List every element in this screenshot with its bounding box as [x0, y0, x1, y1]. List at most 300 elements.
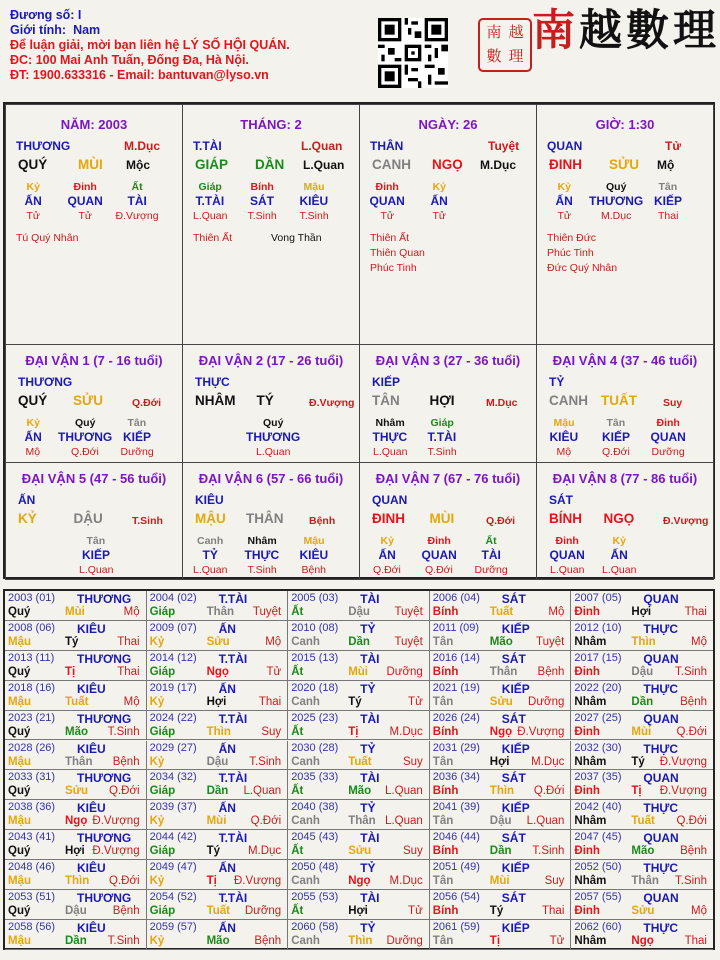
tang-can-than: ẤN — [24, 194, 42, 208]
year-label: 2030 (28) — [291, 741, 339, 754]
year-cell — [5, 741, 147, 771]
pillar-title: NĂM: 2003 — [60, 117, 128, 132]
tang-can: Tân — [86, 535, 106, 547]
thap-than: QUAN — [643, 592, 679, 606]
year-label: 2045 (43) — [291, 831, 339, 844]
tang-can: Ất — [131, 181, 143, 193]
annual-luck-table — [3, 589, 715, 950]
thap-than: THỰC — [643, 681, 679, 696]
thap-than: KIẾP — [501, 741, 530, 756]
tang-can-sinh: Q.Đới — [71, 446, 99, 458]
year-label: 2010 (08) — [291, 621, 339, 634]
year-cell — [288, 860, 430, 890]
year-sinh: Mộ — [548, 606, 565, 618]
than-sat-item: Phúc Tinh — [370, 262, 417, 274]
year-sinh: M.Dục — [389, 725, 423, 738]
year-chi: Ngọ — [65, 815, 88, 828]
year-chi: Dần — [348, 635, 370, 648]
year-sinh: T.Sinh — [249, 755, 282, 768]
thien-can: MẬU — [195, 511, 226, 526]
tang-can: Đinh — [427, 535, 451, 547]
dia-chi: NGỌ — [432, 157, 463, 172]
year-can: Canh — [291, 635, 320, 648]
year-cell — [430, 830, 572, 860]
tang-can-sinh: M.Dục — [601, 210, 632, 222]
year-can: Giáp — [149, 905, 176, 917]
year-cell — [288, 621, 430, 651]
than-sat-item: Phúc Tinh — [547, 247, 594, 259]
year-can: Nhâm — [574, 875, 607, 888]
year-cell — [571, 741, 713, 771]
tang-can-sinh: L.Quan — [256, 446, 291, 458]
tang-can-than: KIÊU — [299, 194, 329, 208]
tang-can-sinh: T.Sinh — [299, 210, 329, 222]
year-chi: Thân — [206, 606, 235, 618]
year-chi: Tị — [348, 725, 359, 738]
year-can: Giáp — [149, 725, 176, 738]
nap-am: M.Dục — [480, 158, 516, 172]
year-chi: Tị — [631, 785, 642, 798]
thap-than: TÀI — [360, 711, 380, 726]
year-sinh: Mộ — [265, 635, 282, 648]
year-sinh: Bệnh — [680, 695, 707, 708]
truong-sinh: T.Sinh — [132, 515, 163, 527]
year-cell — [288, 920, 430, 950]
year-label: 2023 (21) — [8, 711, 56, 724]
qr-code-icon[interactable] — [378, 18, 448, 88]
dai-van-title: ĐẠI VẬN 3 (27 - 36 tuổi) — [375, 353, 521, 368]
year-label: 2016 (14) — [432, 651, 480, 664]
year-cell — [288, 711, 430, 741]
year-chi: Mùi — [65, 606, 85, 618]
tang-can-sinh: L.Quan — [550, 564, 585, 576]
year-chi: Thân — [348, 815, 376, 828]
year-cell — [5, 681, 147, 711]
year-can: Quý — [8, 725, 31, 738]
year-sinh: Thai — [542, 905, 565, 917]
year-chi: Tuất — [65, 695, 89, 708]
thap-than: TỶ — [360, 801, 376, 816]
tang-can-than: KIÊU — [549, 430, 579, 444]
tang-can-sinh: Q.Đới — [373, 564, 401, 576]
year-label: 2055 (53) — [291, 891, 339, 903]
year-label: 2050 (48) — [291, 861, 339, 874]
thien-can: TÂN — [372, 393, 400, 408]
year-chi: Mão — [348, 785, 372, 798]
truong-sinh: M.Dục — [486, 397, 518, 409]
year-cell — [5, 890, 147, 920]
year-label: 2003 (01) — [8, 592, 56, 604]
thien-can: ĐINH — [549, 157, 582, 172]
thap-than: TÀI — [360, 771, 380, 786]
year-cell — [571, 591, 713, 621]
year-cell — [5, 651, 147, 681]
year-chi: Dần — [65, 934, 87, 947]
year-can: Canh — [291, 875, 320, 888]
year-cell — [147, 890, 289, 920]
thap-than: SÁT — [549, 493, 573, 507]
thap-than: THỰC — [643, 621, 679, 636]
dia-chi: HỢI — [429, 393, 455, 408]
year-sinh: Q.Đới — [109, 785, 140, 798]
year-label: 2011 (09) — [432, 621, 480, 634]
thap-than: TỶ — [360, 861, 376, 876]
tang-can: Nhâm — [375, 417, 405, 429]
tang-can: Giáp — [430, 417, 454, 429]
dai-van-title: ĐẠI VẬN 7 (67 - 76 tuổi) — [375, 471, 521, 486]
year-sinh: Suy — [261, 725, 282, 738]
tang-can-sinh: Tử — [26, 210, 40, 222]
year-chi: Hợi — [348, 905, 368, 917]
year-can: Bính — [432, 785, 459, 798]
year-chi: Dần — [206, 785, 229, 798]
year-chi: Mùi — [206, 815, 227, 828]
year-chi: Tuất — [206, 905, 231, 917]
tang-can: Mậu — [303, 181, 325, 193]
year-sinh: Mộ — [123, 695, 140, 708]
year-label: 2044 (42) — [149, 831, 197, 844]
year-chi: Sửu — [65, 785, 89, 798]
year-label: 2026 (24) — [432, 711, 480, 724]
year-can: Giáp — [149, 785, 176, 798]
tang-can-than: KIẾP — [123, 430, 152, 444]
year-label: 2033 (31) — [8, 771, 56, 784]
truong-sinh: Q.Đới — [132, 397, 162, 409]
tang-can-sinh: T.Sinh — [427, 446, 457, 458]
year-can: Bính — [432, 905, 459, 917]
year-cell — [430, 770, 572, 800]
year-cell — [430, 651, 572, 681]
thap-than: THỰC — [643, 920, 679, 935]
thap-than: TỶ — [360, 621, 376, 636]
pillar-2 — [182, 104, 360, 345]
year-sinh: Tử — [408, 695, 423, 708]
year-chi: Mão — [206, 934, 230, 947]
year-cell — [147, 651, 289, 681]
year-sinh: M.Dục — [247, 845, 282, 858]
year-label: 2004 (02) — [149, 592, 197, 604]
tang-can-than: T.TÀI — [427, 430, 457, 444]
nap-am: Mộ — [657, 158, 675, 172]
year-chi: Mão — [489, 635, 513, 648]
year-cell — [571, 920, 713, 950]
year-chi: Ngọ — [631, 934, 654, 947]
year-label: 2052 (50) — [574, 861, 622, 874]
year-chi: Hợi — [206, 695, 227, 708]
thap-than: QUAN — [643, 711, 679, 726]
tang-can-sinh: L.Quan — [193, 210, 228, 222]
tang-can-sinh: Dưỡng — [120, 446, 154, 458]
year-label: 2036 (34) — [432, 771, 480, 784]
year-can: Nhâm — [574, 755, 607, 768]
year-label: 2005 (03) — [291, 592, 339, 604]
thap-than: T.TÀI — [218, 711, 248, 726]
year-chi: Thìn — [348, 934, 373, 947]
pillar-4 — [536, 104, 714, 345]
year-can: Mậu — [8, 755, 31, 768]
thien-can: GIÁP — [195, 157, 229, 172]
year-label: 2035 (33) — [291, 771, 339, 784]
year-can: Tân — [432, 875, 454, 888]
year-can: Tân — [432, 695, 454, 708]
year-sinh: Suy — [544, 875, 565, 888]
dai-van-title: ĐẠI VẬN 5 (47 - 56 tuổi) — [21, 471, 167, 486]
thien-can: QUÝ — [18, 393, 48, 408]
thap-than: ẤN — [218, 741, 236, 756]
year-chi: Thìn — [65, 875, 90, 888]
thap-than: T.TÀI — [218, 771, 248, 786]
tang-can: Quý — [75, 417, 96, 429]
thap-than: ẤN — [218, 920, 236, 935]
dai-van-6 — [182, 462, 360, 580]
year-can: Giáp — [149, 845, 176, 858]
year-can: Ất — [291, 725, 304, 738]
tang-can: Tân — [606, 417, 626, 429]
year-label: 2061 (59) — [432, 920, 480, 933]
tang-can-than: ẤN — [378, 548, 396, 562]
year-chi: Thìn — [489, 785, 515, 798]
thap-than: T.TÀI — [218, 831, 248, 846]
year-can: Kỷ — [149, 755, 165, 768]
thap-than: THƯƠNG — [77, 771, 132, 786]
than-sat-item: Đức Quý Nhân — [547, 262, 618, 274]
year-can: Canh — [291, 815, 320, 828]
year-chi: Tuất — [348, 755, 372, 768]
than-sat-item: Thiên Đức — [547, 232, 597, 244]
tang-can-than: QUAN — [421, 548, 457, 562]
year-cell — [147, 591, 289, 621]
dai-van-8 — [536, 462, 714, 580]
tang-can-sinh: Mộ — [556, 446, 572, 458]
year-can: Tân — [432, 755, 454, 768]
thap-than: KIẾP — [501, 801, 530, 816]
thap-than: KIẾP — [501, 621, 530, 636]
year-chi: Tý — [206, 845, 221, 858]
year-chi: Tị — [65, 665, 76, 678]
year-cell — [147, 860, 289, 890]
year-label: 2009 (07) — [149, 621, 197, 634]
year-sinh: L.Quan — [243, 785, 282, 798]
tang-can-than: ẤN — [430, 194, 448, 208]
year-can: Mậu — [8, 635, 31, 648]
seal-char-2: 越 — [508, 23, 524, 41]
year-sinh: Mộ — [691, 905, 707, 917]
tang-can: Giáp — [198, 181, 222, 193]
year-sinh: Q.Đới — [109, 875, 140, 888]
thap-than: KIÊU — [77, 621, 106, 636]
thap-than: THỰC — [195, 375, 230, 389]
year-label: 2037 (35) — [574, 771, 622, 784]
year-can: Ất — [291, 606, 304, 618]
thap-than: THƯƠNG — [77, 831, 132, 846]
year-can: Giáp — [149, 665, 176, 678]
thap-than: TỶ — [360, 920, 376, 935]
year-sinh: Đ.Vượng — [659, 785, 707, 798]
year-can: Nhâm — [574, 695, 607, 708]
year-can: Tân — [432, 934, 454, 947]
phone-email-line: ĐT: 1900.633316 - Email: bantuvan@lyso.vn — [10, 68, 269, 82]
year-can: Quý — [8, 665, 31, 678]
year-cell — [430, 621, 572, 651]
year-label: 2053 (51) — [8, 891, 56, 903]
thap-than: ẤN — [218, 861, 236, 876]
year-can: Mậu — [8, 875, 31, 888]
thap-than: KIÊU — [77, 920, 106, 935]
thap-than: THỰC — [643, 801, 679, 816]
year-chi: Sửu — [631, 905, 655, 917]
year-cell — [571, 621, 713, 651]
year-label: 2017 (15) — [574, 651, 622, 664]
thien-can: BÍNH — [549, 511, 582, 526]
thap-than: TÀI — [360, 891, 380, 905]
year-cell — [288, 770, 430, 800]
year-can: Kỷ — [149, 934, 165, 947]
dai-van-3 — [359, 344, 537, 463]
dai-van-title: ĐẠI VẬN 2 (17 - 26 tuổi) — [198, 353, 344, 368]
thap-than: TÀI — [360, 651, 380, 666]
year-chi: Tuất — [489, 606, 514, 618]
year-chi: Dậu — [489, 815, 512, 828]
year-chi: Dậu — [65, 905, 87, 917]
year-cell — [147, 830, 289, 860]
tang-can: Tân — [658, 181, 678, 193]
year-label: 2043 (41) — [8, 831, 56, 844]
year-label: 2059 (57) — [149, 920, 197, 933]
thap-than: QUAN — [372, 493, 408, 507]
thap-than: THỰC — [643, 861, 679, 876]
thap-than: SÁT — [501, 592, 526, 606]
tang-can-sinh: L.Quan — [79, 564, 114, 576]
year-sinh: L.Quan — [385, 815, 423, 828]
dai-van-2 — [182, 344, 360, 463]
thien-can: ĐINH — [372, 511, 405, 526]
tang-can-than: QUAN — [67, 194, 103, 208]
year-label: 2007 (05) — [574, 592, 622, 604]
thap-than: ẤN — [218, 801, 236, 816]
seal-char-3: 數 — [486, 47, 502, 65]
year-sinh: M.Dục — [531, 755, 565, 768]
year-can: Đinh — [574, 665, 600, 678]
year-cell — [288, 651, 430, 681]
year-label: 2012 (10) — [574, 621, 622, 634]
pillar-title: NGÀY: 26 — [418, 117, 478, 132]
header-info — [10, 8, 370, 83]
year-chi: Mão — [631, 845, 655, 858]
address-line: ĐC: 100 Mai Anh Tuấn, Đống Đa, Hà Nội. — [10, 53, 249, 67]
tang-can-sinh: Tử — [78, 210, 92, 222]
year-chi: Tý — [65, 635, 79, 648]
year-sinh: T.Sinh — [675, 665, 707, 678]
thap-than: KIÊU — [77, 861, 106, 876]
tang-can-sinh: Q.Đới — [602, 446, 630, 458]
year-chi: Ngọ — [206, 665, 229, 678]
pillar-1 — [5, 104, 183, 345]
thap-than: T.TÀI — [218, 651, 248, 666]
tang-can: Quý — [606, 181, 627, 193]
year-cell — [288, 830, 430, 860]
tang-can-than: SÁT — [250, 194, 274, 208]
year-chi: Mùi — [489, 875, 510, 888]
year-sinh: L.Quan — [385, 785, 423, 798]
thap-than: QUAN — [643, 771, 679, 786]
gioi-tinh — [10, 23, 370, 38]
tang-can-sinh: Thai — [658, 210, 679, 222]
year-can: Kỷ — [149, 815, 165, 828]
year-sinh: Thai — [684, 606, 707, 618]
year-sinh: Bệnh — [112, 905, 140, 917]
year-cell — [430, 711, 572, 741]
thien-can: CANH — [549, 393, 588, 408]
year-chi: Sửu — [489, 695, 513, 708]
thien-can: QUÝ — [18, 157, 48, 172]
year-cell — [430, 681, 572, 711]
year-chi: Tý — [489, 905, 504, 917]
gioi-tinh-value: Nam — [73, 23, 101, 37]
year-sinh: Thai — [684, 934, 707, 947]
dia-chi: THÂN — [246, 511, 284, 526]
year-can: Bính — [432, 845, 459, 858]
dia-chi: NGỌ — [603, 511, 635, 526]
tang-can: Đinh — [73, 181, 97, 193]
year-label: 2021 (19) — [432, 681, 480, 694]
year-label: 2029 (27) — [149, 741, 197, 754]
dia-chi: MÙI — [429, 511, 455, 526]
dai-van-1 — [5, 344, 183, 463]
than-sat-top: M.Dục — [124, 139, 160, 153]
year-chi: Mùi — [348, 665, 368, 678]
thap-than: THƯƠNG — [18, 375, 73, 389]
thien-can: KỶ — [18, 511, 37, 526]
year-cell — [147, 770, 289, 800]
thap-than: TÀI — [360, 831, 380, 846]
year-sinh: Bệnh — [112, 755, 140, 768]
thap-than: KIÊU — [195, 493, 224, 507]
year-cell — [288, 741, 430, 771]
tang-can-than: ẤN — [555, 194, 573, 208]
year-label: 2042 (40) — [574, 801, 622, 814]
year-cell — [430, 920, 572, 950]
seal-char-4: 理 — [508, 47, 524, 65]
year-label: 2024 (22) — [149, 711, 197, 724]
year-label: 2054 (52) — [149, 891, 197, 903]
dai-van-title: ĐẠI VẬN 8 (77 - 86 tuổi) — [552, 471, 698, 486]
year-chi: Thân — [489, 665, 518, 678]
than-sat-item: Tú Quý Nhân — [16, 232, 79, 244]
year-chi: Sửu — [348, 845, 372, 858]
tang-can: Kỷ — [612, 535, 626, 547]
thap-than: SÁT — [501, 711, 526, 726]
tang-can-sinh: T.Sinh — [247, 210, 277, 222]
dia-chi: SỬU — [609, 157, 639, 172]
thap-than: QUAN — [643, 831, 679, 846]
year-can: Đinh — [574, 606, 600, 618]
year-chi: Dần — [489, 845, 512, 858]
tang-can: Mậu — [303, 535, 325, 547]
year-can: Mậu — [8, 815, 31, 828]
year-cell — [5, 621, 147, 651]
year-label: 2058 (56) — [8, 920, 56, 933]
thap-than: QUAN — [643, 651, 679, 666]
tang-can: Nhâm — [247, 535, 277, 547]
tang-can: Kỷ — [26, 181, 40, 193]
thap-than: KIẾP — [501, 861, 530, 876]
year-label: 2019 (17) — [149, 681, 197, 694]
nap-am: Mộc — [126, 158, 150, 172]
year-label: 2015 (13) — [291, 651, 339, 664]
year-cell — [5, 711, 147, 741]
year-cell — [5, 860, 147, 890]
year-cell — [571, 890, 713, 920]
